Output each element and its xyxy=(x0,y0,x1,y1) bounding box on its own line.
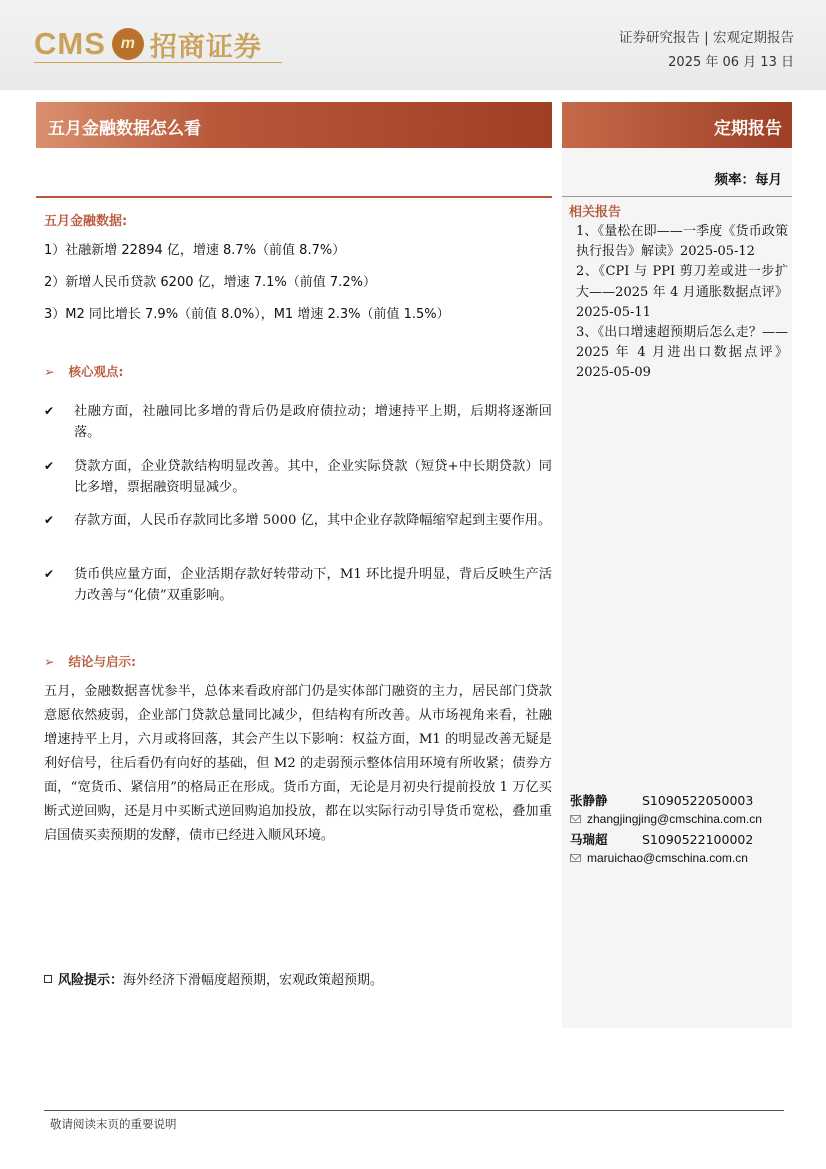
core-section-title: 核心观点: xyxy=(68,364,124,379)
author-name: 张静静 xyxy=(570,793,608,808)
sidebar xyxy=(562,148,792,1028)
data-line: 1）社融新增 22894 亿，增速 8.7%（前值 8.7%） xyxy=(44,243,346,258)
related-report-item[interactable]: 1、《量松在即——一季度《货币政策执行报告》解读》2025-05-12 xyxy=(576,224,788,260)
logo-badge-icon: m xyxy=(112,28,144,60)
check-icon: ✔ xyxy=(44,513,55,527)
conclusion-paragraph: 五月，金融数据喜忧参半，总体来看政府部门仍是实体部门融资的主力，居民部门贷款意愿依然疲弱，企业部门贷款总量同比减少，但结构有所改善。从市场视角来看，社融增速持平上月，六月或将回落，其会产生以下影响：权益方面，M1 的明显改善无疑是利好信号，往后看仍有向好的基础，但 M2 的走弱预示整体信用环境有所收紧；债券方面，“宽货币、紧信用”的格局正在形成。货币方面，无论是月初央行提前投放 1 万亿买断式逆回购，还是月中买断式逆回购追加投放，都在以实际行动引导货币宽松，叠加重启国债买卖预期的发酵，债市已经进入顺风环境。 xyxy=(44,684,552,843)
logo-chinese: 招商证券 xyxy=(149,31,262,63)
author-id: S1090522100002 xyxy=(641,832,754,847)
main-divider xyxy=(36,196,552,198)
data-line: 3）M2 同比增长 7.9%（前值 8.0%），M1 增速 2.3%（前值 1.5%） xyxy=(44,307,450,322)
divider xyxy=(562,196,792,197)
cms-logo xyxy=(34,22,262,66)
report-type: 证券研究报告 | 宏观定期报告 xyxy=(618,30,794,46)
risk-warning xyxy=(44,969,383,988)
footer-note: 敬请阅读末页的重要说明 xyxy=(50,1117,177,1131)
check-icon: ✔ xyxy=(44,404,55,418)
related-reports-list xyxy=(576,222,788,384)
author-1-email[interactable] xyxy=(570,812,762,826)
title-bar xyxy=(36,102,552,148)
email-text[interactable]: maruichao@cmschina.com.cn xyxy=(587,851,748,865)
footer-divider xyxy=(44,1110,784,1111)
tag-bar xyxy=(562,102,792,148)
page-title: 五月金融数据怎么看 xyxy=(48,119,201,139)
data-line: 2）新增人民币贷款 6200 亿，增速 7.1%（前值 7.2%） xyxy=(44,275,376,290)
author-name: 马瑞超 xyxy=(570,832,608,847)
core-point-text: 货币供应量方面，企业活期存款好转带动下，M1 环比提升明显，背后反映生产活力改善与“化债”双重影响。 xyxy=(74,567,552,603)
risk-label: 风险提示： xyxy=(58,973,124,988)
risk-text: 海外经济下滑幅度超预期，宏观政策超预期。 xyxy=(123,973,384,988)
arrow-right-icon: ➢ xyxy=(44,364,55,379)
related-reports-title: 相关报告 xyxy=(569,205,622,220)
core-point xyxy=(44,401,552,443)
logo-latin: CMS xyxy=(34,26,106,61)
check-icon: ✔ xyxy=(44,567,55,581)
core-point-text: 贷款方面，企业贷款结构明显改善。其中，企业实际贷款（短贷+中长期贷款）同比多增，票据融资明显减少。 xyxy=(74,459,552,495)
core-section-heading xyxy=(44,362,123,380)
square-bullet-icon xyxy=(44,975,52,983)
related-report-item[interactable]: 2、《CPI 与 PPI 剪刀差或进一步扩大——2025 年 4 月通胀数据点评》2025-05-11 xyxy=(576,264,788,320)
report-tag: 定期报告 xyxy=(714,119,782,139)
author-2 xyxy=(570,830,753,848)
report-date: 2025 年 06 月 13 日 xyxy=(668,55,794,70)
arrow-right-icon: ➢ xyxy=(44,654,55,669)
mail-icon xyxy=(570,854,581,862)
core-point xyxy=(44,564,552,606)
mail-icon xyxy=(570,815,581,823)
conclusion-section-title: 结论与启示: xyxy=(68,654,136,669)
related-report-item[interactable]: 3、《出口增速超预期后怎么走？——2025 年 4 月进出口数据点评》2025-05-09 xyxy=(576,325,788,381)
core-point xyxy=(44,510,552,531)
email-text[interactable]: zhangjingjing@cmschina.com.cn xyxy=(587,812,762,826)
check-icon: ✔ xyxy=(44,459,55,473)
frequency: 频率：每月 xyxy=(714,172,782,188)
logo-underline xyxy=(34,62,282,63)
author-1 xyxy=(570,791,753,809)
data-section-title: 五月金融数据: xyxy=(44,214,128,229)
conclusion-section-heading xyxy=(44,652,136,670)
author-2-email[interactable] xyxy=(570,851,748,865)
core-point-text: 存款方面，人民币存款同比多增 5000 亿，其中企业存款降幅缩窄起到主要作用。 xyxy=(74,513,552,528)
core-point xyxy=(44,456,552,498)
author-id: S1090522050003 xyxy=(641,793,754,808)
core-point-text: 社融方面，社融同比多增的背后仍是政府债拉动；增速持平上期，后期将逐渐回落。 xyxy=(74,404,552,440)
